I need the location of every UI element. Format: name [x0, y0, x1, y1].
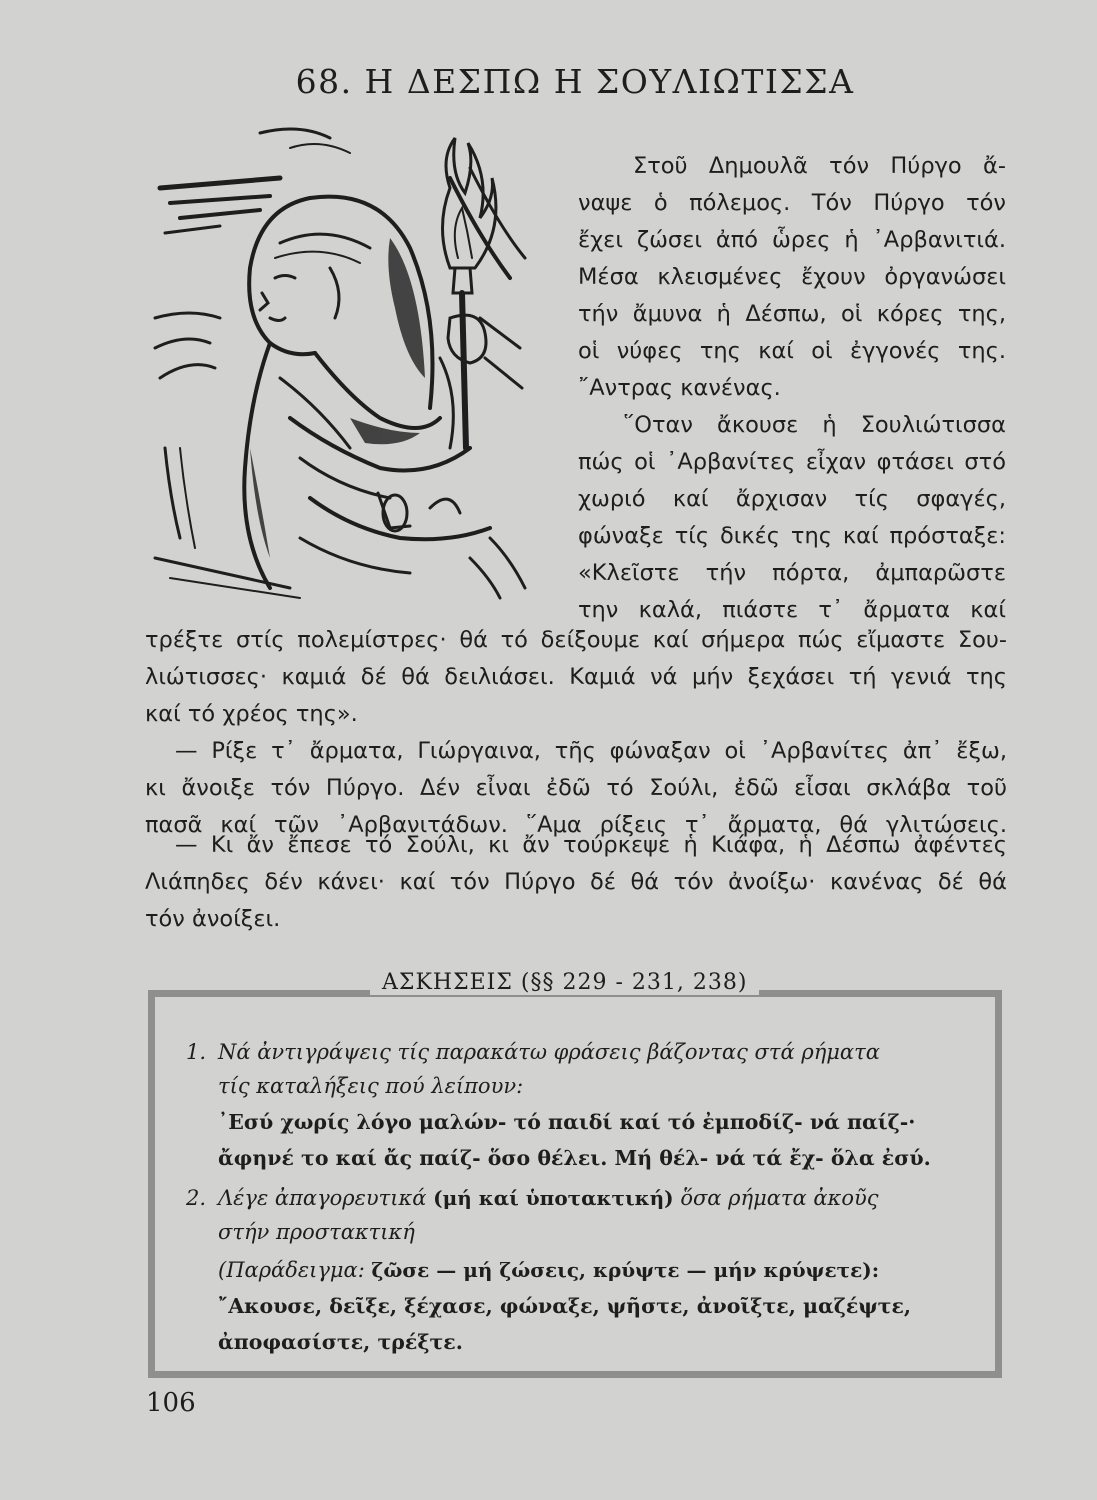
- text-line: οἱ νύφες της καί οἱ ἐγγονές της.: [578, 338, 1006, 364]
- instruction-italic: ὅσα ρήματα ἀκοῦς: [680, 1186, 879, 1210]
- text-line: — Κι ἄν ἔπεσε τό Σούλι, κι ἄν τούρκεψε ἡ Κιάφα, ἡ Δέσπω ἀφέντες: [175, 832, 1007, 858]
- text-line: Στοῦ Δημουλᾶ τόν Πύργο ἄ-: [633, 153, 1006, 179]
- instruction-bold: (μή καί ὑποτακτική): [433, 1186, 674, 1210]
- text-line: φώναξε τίς δικές της καί πρόσταξε:: [578, 523, 1006, 549]
- exercise-instruction: Νά ἀντιγράψεις τίς παρακάτω φράσεις βάζοντας στά ρήματα: [218, 1040, 880, 1064]
- exercise-instruction: τίς καταλήξεις πού λείπουν:: [218, 1074, 524, 1098]
- story-paragraph-4: [145, 827, 1007, 938]
- text-line: πώς οἱ ᾿Αρβανίτες εἶχαν φτάσει στό: [578, 449, 1006, 475]
- text-line: «Κλεῖστε τήν πόρτα, ἀμπαρῶστε: [578, 560, 1006, 586]
- exercise-verbs: ἀποφασίστε, τρέξτε.: [218, 1330, 463, 1354]
- exercise-text: ᾿Εσύ χωρίς λόγο μαλών- τό παιδί καί τό ἐμποδίζ- νά παίζ-·: [218, 1110, 916, 1134]
- exercise-number: 1.: [186, 1040, 207, 1064]
- text-line: την καλά, πιάστε τ᾿ ἄρματα καί: [578, 597, 1006, 623]
- text-line: Μέσα κλεισμένες ἔχουν ὀργανώσει: [578, 264, 1006, 290]
- page-number: 106: [146, 1388, 196, 1418]
- exercise-verbs: ῎Ακουσε, δεῖξε, ξέχασε, φώναξε, ψῆστε, ἀνοῖξτε, μαζέψτε,: [218, 1294, 912, 1318]
- exercise-instruction: [218, 1180, 879, 1216]
- example-label: (Παράδειγμα:: [218, 1258, 365, 1282]
- instruction-italic: Λέγε ἀπαγορευτικά: [218, 1186, 427, 1210]
- text-line: τόν ἀνοίξει.: [145, 906, 281, 932]
- text-line: ναψε ὁ πόλεμος. Τόν Πύργο τόν: [578, 190, 1006, 216]
- text-line: λιώτισσες· καμιά δέ θά δειλιάσει. Καμιά νά μήν ξεχάσει τή γενιά της: [145, 664, 1007, 690]
- text-line: καί τό χρέος της».: [145, 701, 358, 727]
- despo-illustration: [150, 118, 530, 608]
- text-line: ῞Οταν ἄκουσε ἡ Σουλιώτισσα: [623, 412, 1006, 438]
- text-line: τήν ἄμυνα ἡ Δέσπω, οἱ κόρες της,: [578, 301, 1006, 327]
- exercise-instruction: στήν προστακτική: [218, 1220, 415, 1244]
- exercise-2: [186, 1180, 986, 1360]
- text-line: Λιάπηδες δέν κάνει· καί τόν Πύργο δέ θά τόν ἀνοίξω· κανένας δέ θά: [145, 869, 1007, 895]
- text-line: τρέξτε στίς πολεμίστρες· θά τό δείξουμε καί σήμερα πώς εἴμαστε Σου-: [145, 627, 1007, 653]
- exercises-heading: ΑΣΚΗΣΕΙΣ (§§ 229 - 231, 238): [370, 970, 759, 995]
- text-line: πασᾶ καί τῶν ᾿Αρβανιτάδων. ῞Αμα ρίξεις τ᾿ ἄρματα, θά γλιτώσεις.: [145, 812, 1007, 838]
- exercise-text: ἄφηνέ το καί ἄς παίζ- ὅσο θέλει. Μή θέλ- νά τά ἔχ- ὅλα ἐσύ.: [218, 1146, 931, 1170]
- story-paragraph-2-cont: [145, 622, 1007, 733]
- text-line: ἔχει ζώσει ἀπό ὧρες ἡ ᾿Αρβανιτιά.: [578, 227, 1006, 253]
- text-line: ῎Αντρας κανένας.: [578, 375, 781, 401]
- exercise-number: 2.: [186, 1186, 207, 1210]
- page-title: 68. Η ΔΕΣΠΩ Η ΣΟΥΛΙΩΤΙΣΣΑ: [295, 62, 855, 101]
- example-text: ζῶσε — μή ζώσεις, κρύψτε — μήν κρύψετε):: [371, 1258, 880, 1282]
- text-line: — Ρίξε τ᾿ ἄρματα, Γιώργαινα, τῆς φώναξαν οἱ ᾿Αρβανίτες ἀπ᾿ ἔξω,: [175, 738, 1007, 764]
- story-paragraph-1: [578, 148, 1006, 407]
- exercise-1: [186, 1034, 986, 1174]
- exercise-example: [218, 1252, 879, 1288]
- story-paragraph-2: [578, 407, 1006, 629]
- text-line: κι ἄνοιξε τόν Πύργο. Δέν εἶναι ἐδῶ τό Σούλι, ἐδῶ εἶσαι σκλάβα τοῦ: [145, 775, 1007, 801]
- text-line: χωριό καί ἄρχισαν τίς σφαγές,: [578, 486, 1006, 512]
